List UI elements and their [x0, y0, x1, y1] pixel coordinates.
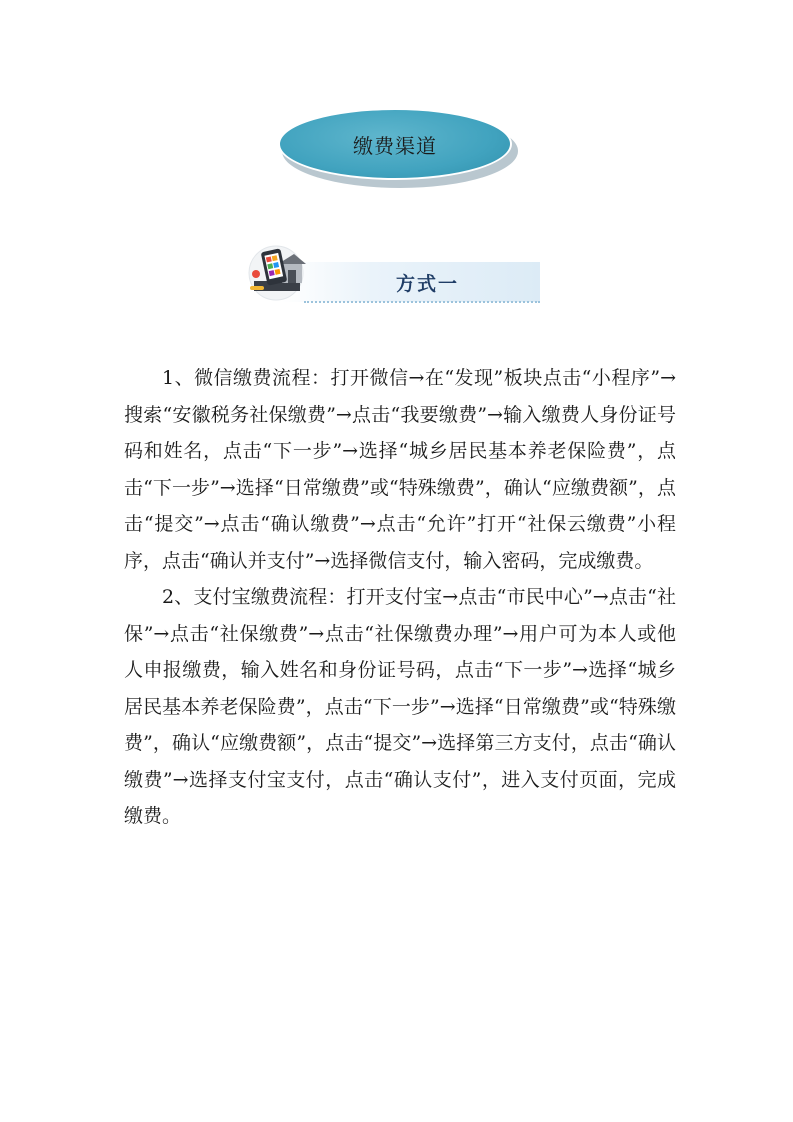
- title-badge: [278, 108, 520, 190]
- paragraph-wechat: 1、微信缴费流程：打开微信→在“发现”板块点击“小程序”→搜索“安徽税务社保缴费”→点击“我要缴费”→输入缴费人身份证号码和姓名，点击“下一步”→选择“城乡居民基本养老保险费”，点击“下一步”→选择“日常缴费”或“特殊缴费”，确认“应缴费额”，点击“提交”→点击“确认缴费”→点击“允许”打开“社保云缴费”小程序，点击“确认并支付”→选择微信支付，输入密码，完成缴费。: [124, 367, 676, 572]
- title-ellipse: [278, 108, 512, 180]
- method-label: 方式一: [396, 273, 460, 295]
- method-header: [244, 242, 540, 304]
- method-dotted-underline: [304, 301, 540, 303]
- document-body: [124, 360, 676, 835]
- page-title: 缴费渠道: [353, 133, 437, 158]
- paragraph-alipay: 2、支付宝缴费流程：打开支付宝→点击“市民中心”→点击“社保”→点击“社保缴费”→点击“社保缴费办理”→用户可为本人或他人申报缴费，输入姓名和身份证号码，点击“下一步”→选择“城乡居民基本养老保险费”，点击“下一步”→选择“日常缴费”或“特殊缴费”，确认“应缴费额”，点击“提交”→选择第三方支付，点击“确认缴费”→选择支付宝支付，点击“确认支付”，进入支付页面，完成缴费。: [124, 586, 676, 827]
- phone-and-house-icon: [244, 242, 308, 302]
